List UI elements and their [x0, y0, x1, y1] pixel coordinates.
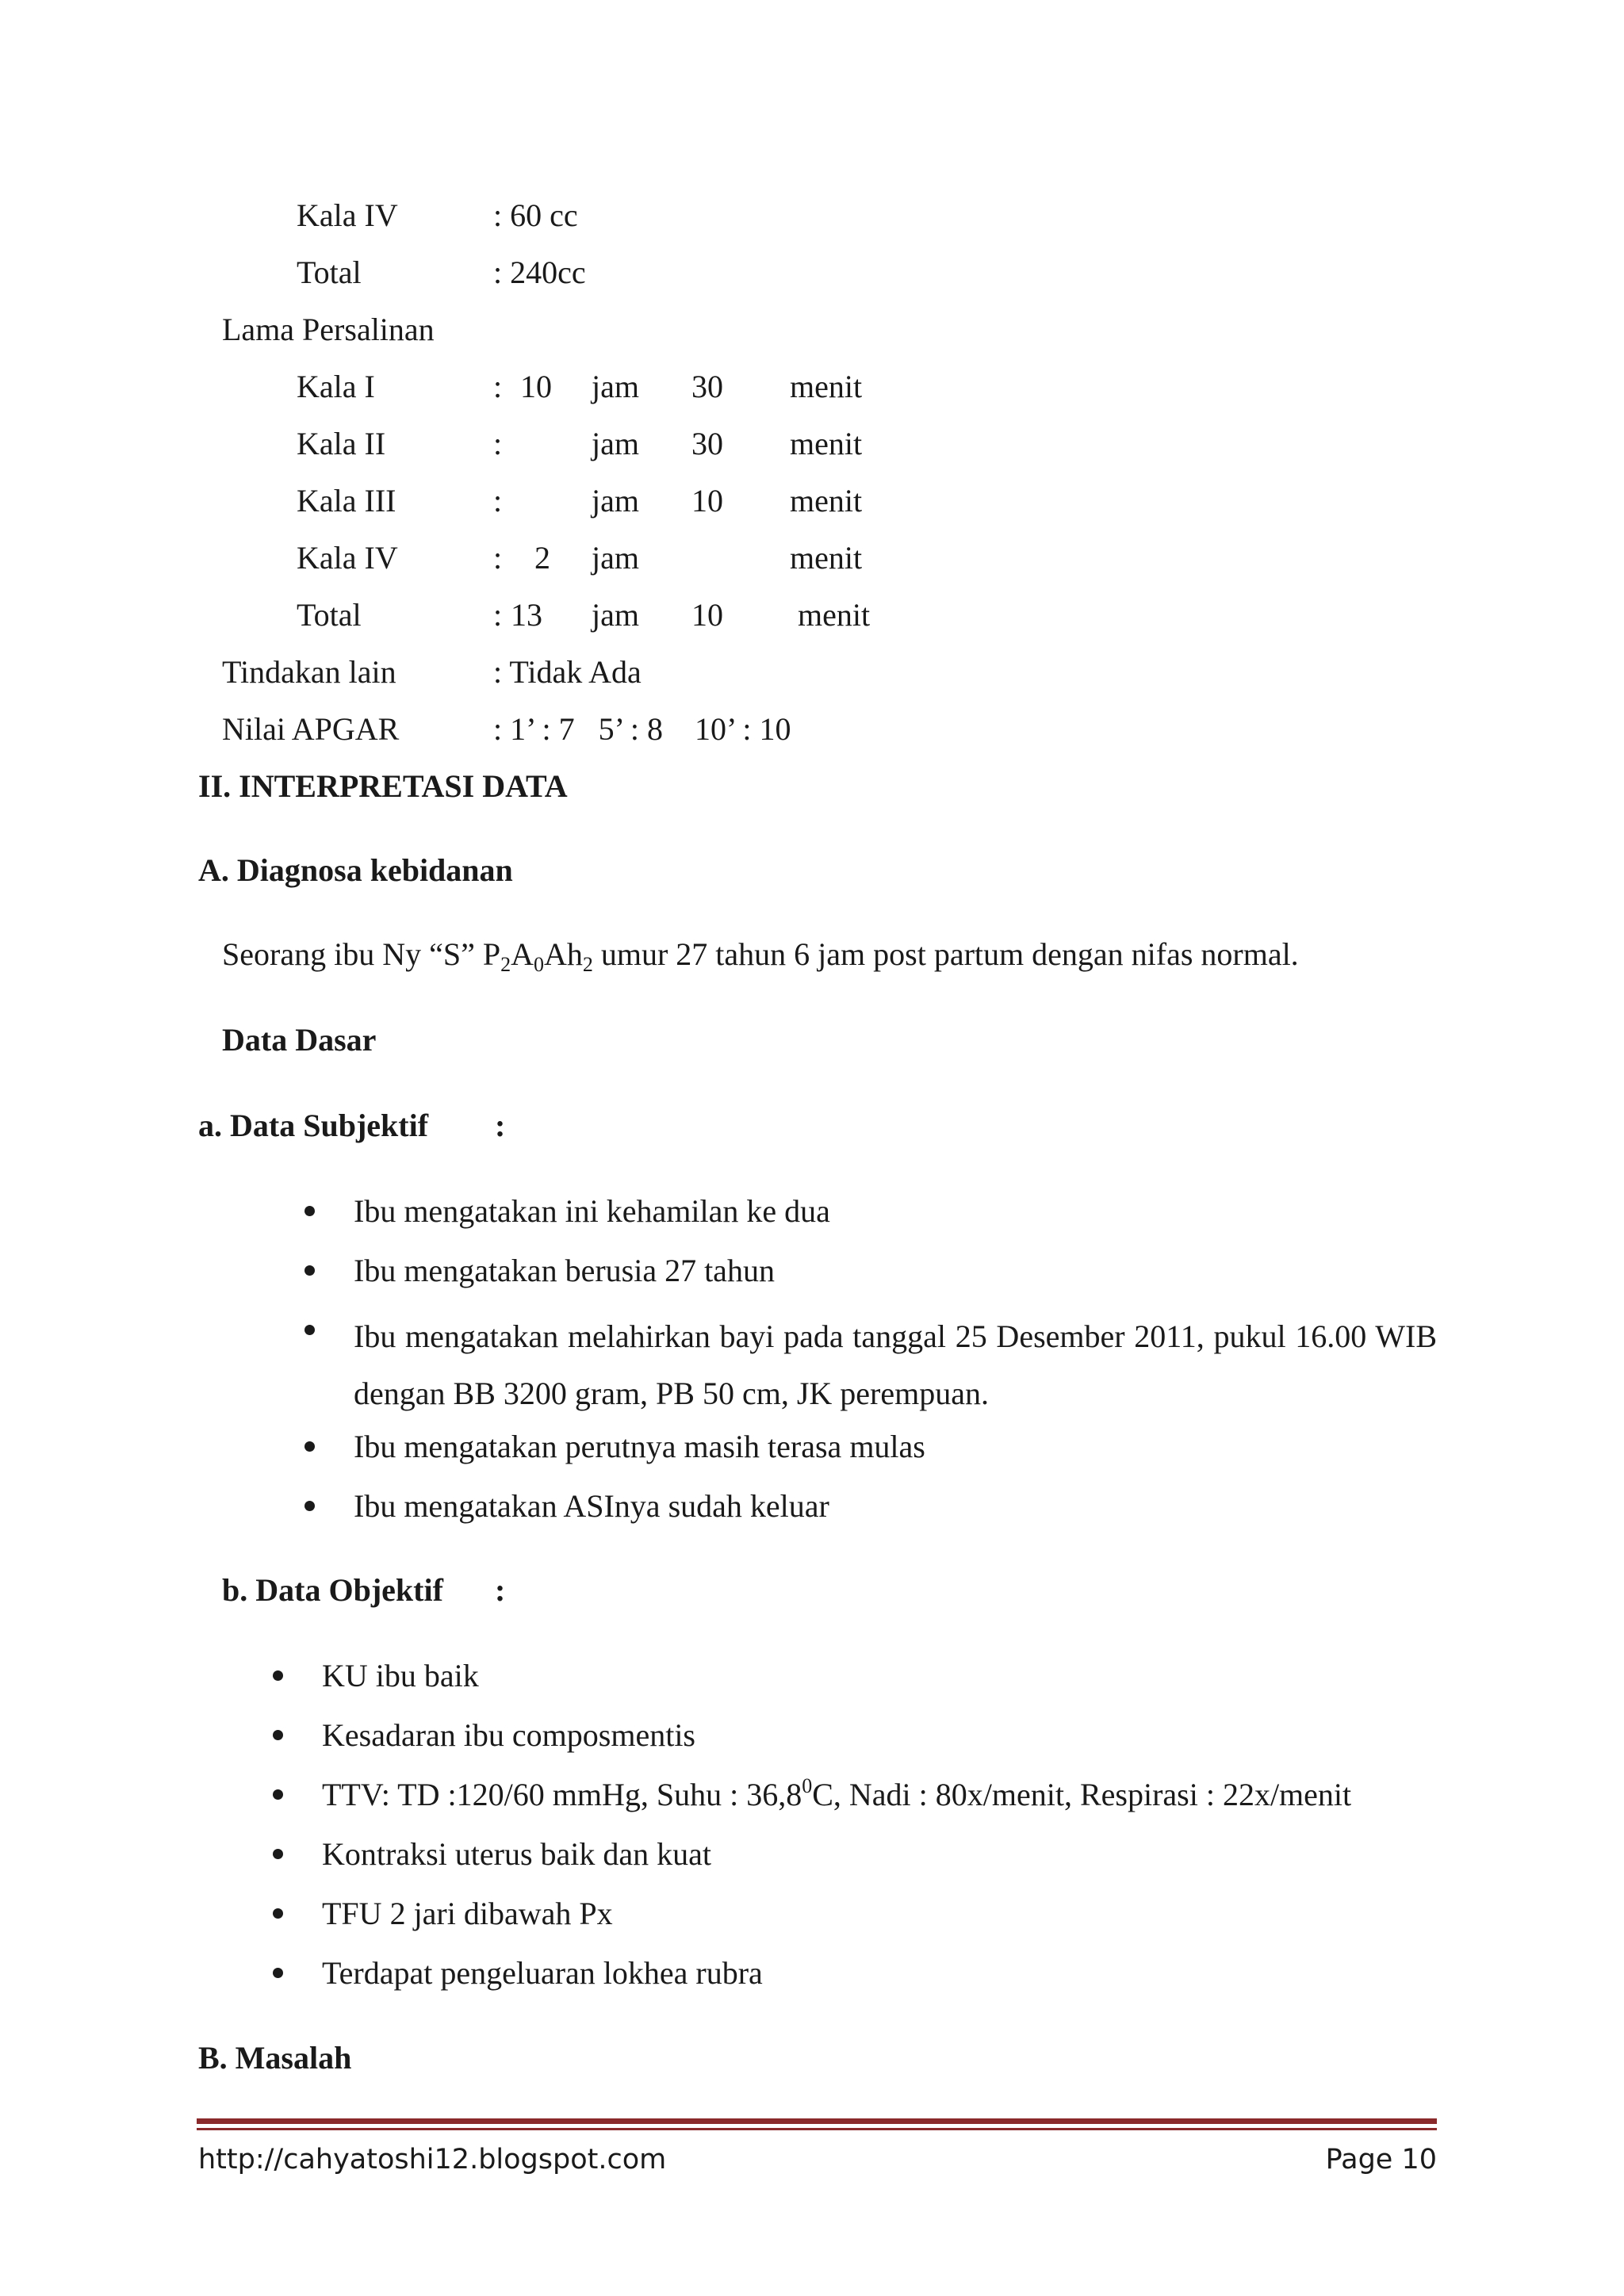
labor-row-colon: : [493, 369, 503, 404]
objective-item-ttv [322, 1776, 1351, 1814]
subjective-item: Ibu mengatakan berusia 27 tahun [354, 1253, 775, 1288]
footer-page-number: Page 10 [1325, 2144, 1437, 2175]
objective-item: TFU 2 jari dibawah Px [322, 1896, 613, 1931]
labor-row-menit: menit [790, 369, 863, 404]
labor-row-label: Kala IV [297, 540, 398, 576]
diagnosis-text-start: Seorang ibu Ny “S” P [222, 936, 501, 972]
labor-row-label: Total [297, 597, 362, 633]
apgar-value: : 1’ : 7 5’ : 8 10’ : 10 [493, 711, 791, 747]
data-dasar-heading: Data Dasar [222, 1022, 377, 1058]
objective-colon: : [495, 1572, 506, 1608]
labor-row-minutes: 30 [691, 426, 723, 461]
diagnosis-text [222, 936, 1299, 974]
other-action-label: Tindakan lain [222, 654, 396, 690]
subjective-heading: a. Data Subjektif [198, 1108, 429, 1143]
labor-row-label: Kala II [297, 426, 386, 461]
objective-item: Kontraksi uterus baik dan kuat [322, 1836, 711, 1872]
objective-item: Terdapat pengeluaran lokhea rubra [322, 1955, 763, 1991]
living-children-label: Ah [543, 936, 583, 972]
labor-row-menit: menit [790, 540, 863, 576]
other-action-value: : Tidak Ada [493, 654, 642, 690]
labor-row-colon: : [493, 597, 503, 633]
blood-loss-row [297, 197, 398, 235]
bullet-icon [273, 1670, 283, 1681]
footer-rule-thick [197, 2118, 1437, 2124]
row-label: Total [297, 254, 362, 290]
labor-row-jam: jam [592, 426, 639, 461]
objective-item: Kesadaran ibu composmentis [322, 1717, 695, 1753]
labor-row-label: Kala I [297, 369, 375, 404]
ttv-text-start: TTV: TD :120/60 mmHg, Suhu : 36,8 [322, 1777, 802, 1812]
labor-row-colon: : [493, 483, 503, 519]
diagnosis-text-end: umur 27 tahun 6 jam post partum dengan nifas normal. [592, 936, 1299, 972]
labor-duration-heading: Lama Persalinan [222, 312, 435, 347]
subjective-colon: : [495, 1108, 506, 1143]
row-value: : 240cc [493, 254, 586, 290]
labor-row-minutes: 10 [691, 483, 723, 519]
abortus-subscript: 0 [533, 953, 544, 976]
labor-row-colon: : [493, 540, 503, 576]
subjective-item: Ibu mengatakan melahirkan bayi pada tanggal 25 Desember 2011, pukul 16.00 WIB dengan BB 3200 gram, PB 50 cm, JK perempuan. [354, 1318, 1437, 1411]
subjective-item: Ibu mengatakan ASInya sudah keluar [354, 1488, 829, 1524]
bullet-icon [273, 1789, 283, 1800]
bullet-icon [304, 1441, 315, 1452]
labor-row-menit: menit [798, 597, 871, 633]
bullet-icon [273, 1849, 283, 1859]
apgar-label: Nilai APGAR [222, 711, 400, 747]
objective-item: KU ibu baik [322, 1658, 479, 1693]
bullet-icon [273, 1730, 283, 1740]
para-subscript: 2 [500, 953, 511, 976]
labor-row-minutes: 30 [691, 369, 723, 404]
labor-row-label: Kala III [297, 483, 396, 519]
masalah-heading: B. Masalah [198, 2040, 352, 2076]
bullet-icon [273, 1968, 283, 1978]
row-label: Kala IV [297, 197, 398, 233]
bullet-icon [273, 1908, 283, 1919]
footer-rule-thin [197, 2128, 1437, 2130]
row-value: : 60 cc [493, 197, 578, 233]
ttv-text-end: C, Nadi : 80x/menit, Respirasi : 22x/menit [812, 1777, 1352, 1812]
labor-row-hours: 2 [534, 540, 550, 576]
bullet-icon [304, 1325, 315, 1335]
labor-row-hours: 10 [520, 369, 552, 404]
subjective-item: Ibu mengatakan ini kehamilan ke dua [354, 1193, 830, 1229]
labor-row-colon: : [493, 426, 503, 461]
footer-url[interactable]: http://cahyatoshi12.blogspot.com [198, 2144, 667, 2175]
labor-row-hours: 13 [511, 597, 542, 633]
abortus-label: A [511, 936, 534, 972]
labor-row-jam: jam [592, 369, 639, 404]
labor-row-menit: menit [790, 483, 863, 519]
labor-row-minutes: 10 [691, 597, 723, 633]
bullet-icon [304, 1501, 315, 1511]
diagnosis-heading: A. Diagnosa kebidanan [198, 852, 513, 888]
bullet-icon [304, 1206, 315, 1216]
labor-row-jam: jam [592, 540, 639, 576]
section-title: II. INTERPRETASI DATA [198, 768, 568, 804]
living-children-subscript: 2 [582, 953, 593, 976]
labor-row-jam: jam [592, 597, 639, 633]
degree-superscript: 0 [802, 1774, 813, 1797]
objective-heading: b. Data Objektif [222, 1572, 443, 1608]
labor-row-menit: menit [790, 426, 863, 461]
subjective-item: Ibu mengatakan perutnya masih terasa mulas [354, 1429, 925, 1464]
labor-row-jam: jam [592, 483, 639, 519]
bullet-icon [304, 1265, 315, 1276]
